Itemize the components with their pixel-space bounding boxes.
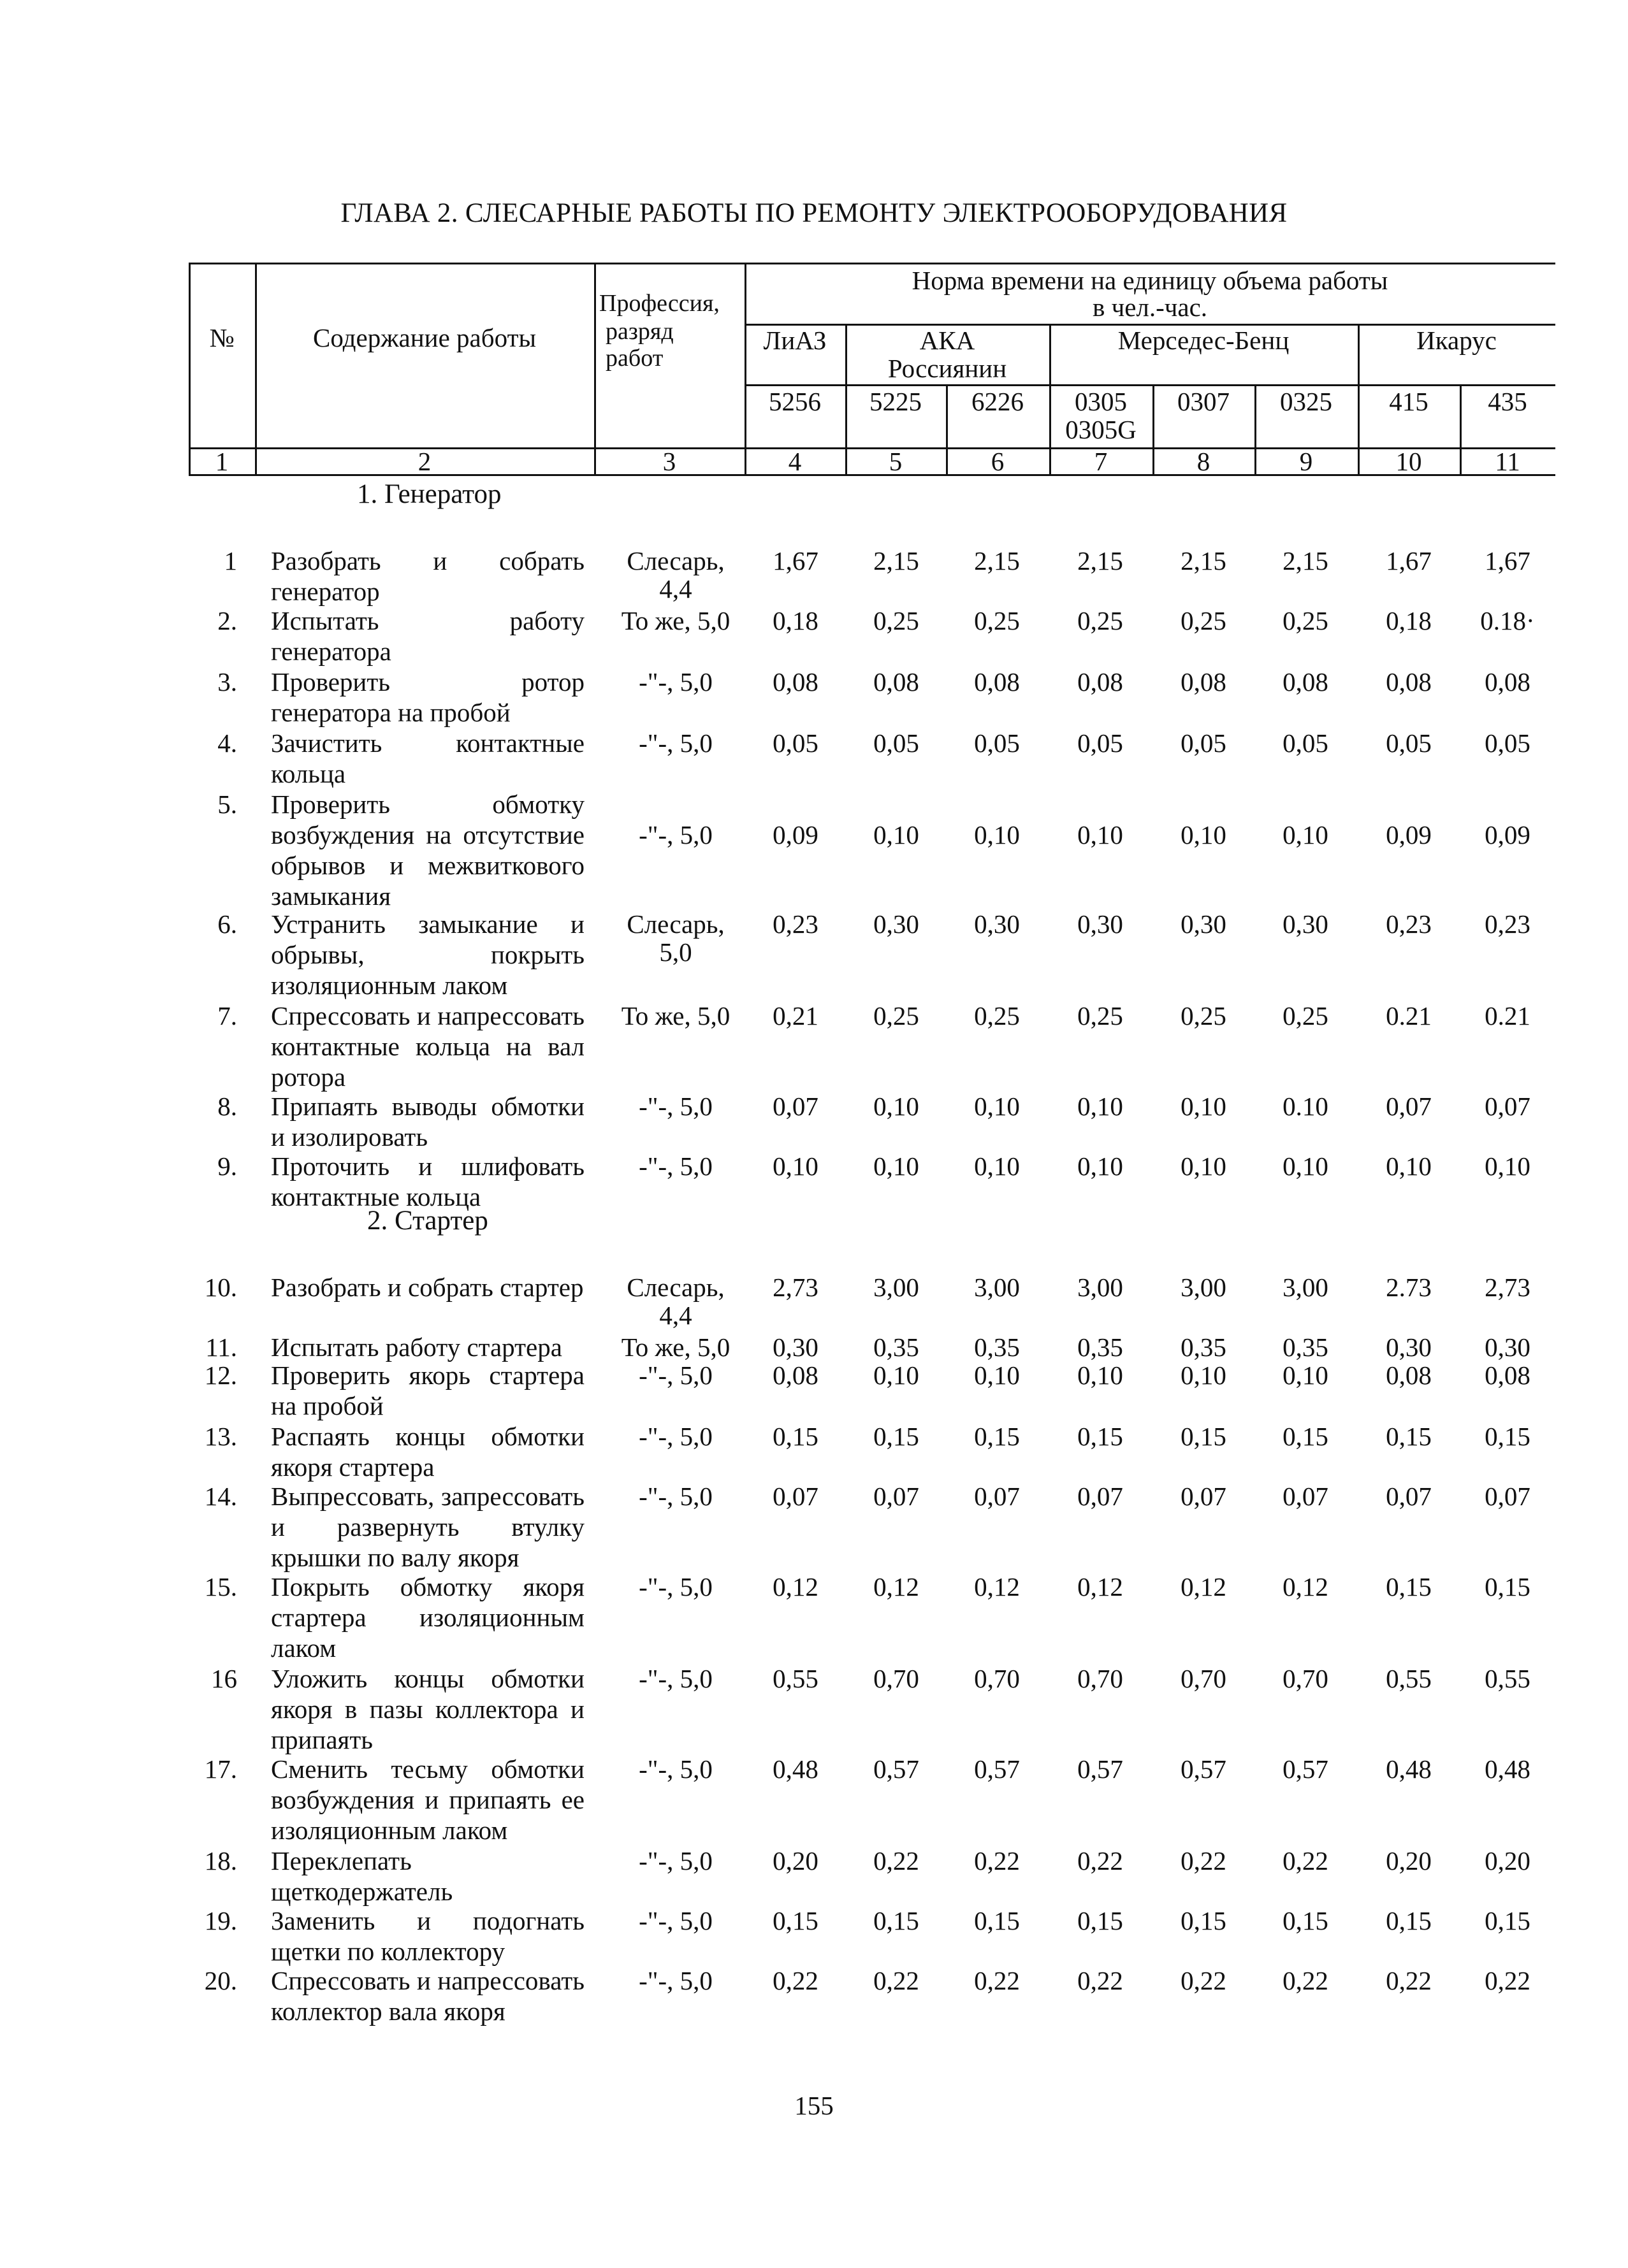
row-profession: 4,4	[659, 574, 692, 603]
header-model: 5225	[869, 387, 922, 416]
row-time-value: 0,12	[1181, 1572, 1226, 1601]
row-time-value: 0,10	[1077, 1361, 1123, 1390]
row-number: 7.	[217, 1001, 237, 1030]
row-time-value: 0,30	[1485, 1333, 1530, 1362]
row-work-description: Разобрать и собрать стартер	[271, 1273, 584, 1302]
row-time-value: 0,22	[974, 1966, 1020, 1995]
row-number: 12.	[204, 1361, 237, 1390]
col-number: 9	[1299, 447, 1313, 476]
col-number: 7	[1094, 447, 1108, 476]
header-prof-2: разряд	[606, 318, 674, 345]
page-number: 155	[794, 2091, 834, 2120]
row-profession: -"-, 5,0	[639, 1906, 713, 1935]
row-profession: -"-, 5,0	[639, 1846, 713, 1875]
row-time-value: 0,15	[773, 1422, 818, 1451]
row-time-value: 0,10	[974, 1092, 1020, 1121]
row-time-value: 0,07	[873, 1482, 919, 1511]
row-work-description: Проверить ротор генератора на пробой	[271, 667, 585, 727]
row-time-value: 0,20	[1386, 1846, 1432, 1875]
row-time-value: 0,25	[1181, 606, 1226, 635]
row-work-description: Распаять концы обмотки якоря стартера	[271, 1422, 585, 1482]
header-group-aka: АКА	[919, 326, 975, 355]
row-time-value: 0,07	[773, 1092, 818, 1121]
row-number: 5.	[217, 790, 237, 819]
header-group-merc: Мерседес-Бенц	[1117, 326, 1290, 355]
row-time-value: 0,15	[1485, 1906, 1530, 1935]
row-time-value: 0,23	[773, 909, 818, 939]
row-work-description: Устранить замыкание и обрывы, покрыть изоляционным лаком	[271, 909, 585, 1000]
row-work-description: Спрессовать и напрессовать контактные кольца на вал ротора	[271, 1001, 585, 1092]
row-time-value: 0,07	[1485, 1482, 1530, 1511]
row-time-value: 3,00	[974, 1273, 1020, 1302]
row-time-value: 0,05	[1077, 728, 1123, 758]
row-time-value: 0,12	[974, 1572, 1020, 1601]
row-time-value: 0,22	[1485, 1966, 1530, 1995]
row-time-value: 2,73	[1485, 1273, 1530, 1302]
row-time-value: 2,15	[873, 546, 919, 575]
section-title-starter: 2. Стартер	[367, 1206, 488, 1236]
row-time-value: 0,30	[1386, 1333, 1432, 1362]
row-time-value: 0.10	[1283, 1092, 1328, 1121]
row-time-value: 0.21	[1386, 1001, 1432, 1030]
row-profession: -"-, 5,0	[639, 1572, 713, 1601]
row-work-description: Покрыть обмотку якоря стартера изоляционным лаком	[271, 1572, 585, 1663]
row-work-description: Уложить концы обмотки якоря в пазы коллектора и припаять	[271, 1664, 585, 1754]
row-profession: -"-, 5,0	[639, 1361, 713, 1390]
row-work-description: Сменить тесьму обмотки возбуждения и припаять ее изоляционным лаком	[271, 1754, 585, 1845]
col-number: 2	[418, 447, 432, 476]
row-time-value: 0,10	[1181, 1092, 1226, 1121]
row-time-value: 0,57	[974, 1754, 1020, 1784]
col-number: 10	[1395, 447, 1422, 476]
row-time-value: 0,07	[1077, 1482, 1123, 1511]
row-time-value: 0,12	[1077, 1572, 1123, 1601]
row-work-description: Выпрессовать, запрессовать и развернуть втулку крышки по валу якоря	[271, 1482, 585, 1572]
row-time-value: 0,10	[773, 1152, 818, 1181]
row-time-value: 1,67	[1386, 546, 1432, 575]
col-number: 1	[215, 447, 229, 476]
row-time-value: 0,35	[873, 1333, 919, 1362]
row-time-value: 0,08	[1283, 667, 1328, 697]
row-profession: -"-, 5,0	[639, 1092, 713, 1121]
row-time-value: 0,08	[974, 667, 1020, 697]
header-model: 415	[1389, 387, 1428, 416]
row-time-value: 0,07	[1485, 1092, 1530, 1121]
row-time-value: 0,10	[873, 1361, 919, 1390]
row-time-value: 1,67	[1485, 546, 1530, 575]
row-time-value: 0,05	[1181, 728, 1226, 758]
row-time-value: 0,55	[1485, 1664, 1530, 1693]
row-time-value: 0,10	[1181, 1152, 1226, 1181]
row-profession: Слесарь,	[627, 546, 725, 575]
row-time-value: 0,25	[1077, 606, 1123, 635]
row-time-value: 0,07	[1386, 1482, 1432, 1511]
row-time-value: 0,08	[1181, 667, 1226, 697]
row-number: 16	[211, 1664, 237, 1693]
row-time-value: 0,25	[974, 606, 1020, 635]
row-time-value: 0,35	[1181, 1333, 1226, 1362]
row-time-value: 0,55	[1386, 1664, 1432, 1693]
row-profession: -"-, 5,0	[639, 1152, 713, 1181]
col-number: 4	[788, 447, 802, 476]
row-time-value: 0,20	[773, 1846, 818, 1875]
row-number: 17.	[204, 1754, 237, 1784]
row-time-value: 0,21	[773, 1001, 818, 1030]
row-time-value: 3,00	[1283, 1273, 1328, 1302]
row-time-value: 0,10	[873, 1152, 919, 1181]
row-work-description: Зачистить контактные кольца	[271, 728, 585, 788]
row-time-value: 0,08	[1386, 1361, 1432, 1390]
row-time-value: 0,15	[1485, 1422, 1530, 1451]
row-time-value: 2.73	[1386, 1273, 1432, 1302]
row-time-value: 0,05	[974, 728, 1020, 758]
row-time-value: 0,25	[1181, 1001, 1226, 1030]
row-time-value: 0,15	[873, 1906, 919, 1935]
row-time-value: 0,22	[873, 1966, 919, 1995]
row-time-value: 0,30	[1181, 909, 1226, 939]
row-time-value: 0,10	[1485, 1152, 1530, 1181]
row-time-value: 0,25	[1283, 1001, 1328, 1030]
row-number: 3.	[217, 667, 237, 697]
row-time-value: 0,30	[873, 909, 919, 939]
row-time-value: 0,12	[1283, 1572, 1328, 1601]
row-time-value: 0,25	[1283, 606, 1328, 635]
row-number: 15.	[204, 1572, 237, 1601]
row-number: 20.	[204, 1966, 237, 1995]
row-time-value: 0,30	[974, 909, 1020, 939]
header-group-liaz: ЛиАЗ	[763, 326, 827, 355]
row-time-value: 0,18	[1386, 606, 1432, 635]
row-time-value: 0,09	[773, 820, 818, 849]
row-work-description: Заменить и подогнать щетки по коллектору	[271, 1906, 585, 1966]
row-profession: 5,0	[659, 937, 692, 967]
row-time-value: 0,08	[873, 667, 919, 697]
row-time-value: 0,07	[1181, 1482, 1226, 1511]
row-time-value: 0,23	[1386, 909, 1432, 939]
row-time-value: 0,10	[974, 820, 1020, 849]
row-time-value: 0,22	[1077, 1846, 1123, 1875]
row-time-value: 0,08	[1077, 667, 1123, 697]
header-group-aka-2: Россиянин	[887, 354, 1007, 383]
row-profession: Слесарь,	[627, 1273, 725, 1302]
row-time-value: 0,10	[1386, 1152, 1432, 1181]
row-profession: То же, 5,0	[621, 1001, 730, 1030]
row-time-value: 0,48	[1485, 1754, 1530, 1784]
row-number: 18.	[204, 1846, 237, 1875]
row-work-description: Проточить и шлифовать контактные кольца	[271, 1152, 585, 1211]
row-time-value: 0,23	[1485, 909, 1530, 939]
row-profession: -"-, 5,0	[639, 667, 713, 697]
row-time-value: 0,22	[1181, 1846, 1226, 1875]
row-time-value: 0,15	[773, 1906, 818, 1935]
row-time-value: 0,10	[1283, 820, 1328, 849]
row-number: 10.	[204, 1273, 237, 1302]
row-time-value: 0,08	[1485, 667, 1530, 697]
row-number: 2.	[217, 606, 237, 635]
row-time-value: 3,00	[1077, 1273, 1123, 1302]
row-time-value: 0,70	[1283, 1664, 1328, 1693]
row-work-description: Разобрать и собрать генератор	[271, 546, 585, 606]
row-time-value: 3,00	[1181, 1273, 1226, 1302]
row-number: 19.	[204, 1906, 237, 1935]
row-time-value: 2,15	[1077, 546, 1123, 575]
header-content: Содержание работы	[312, 323, 537, 352]
row-work-description: Проверить обмотку возбуждения на отсутствие обрывов и межвиткового замыкания	[271, 790, 585, 911]
row-profession: То же, 5,0	[621, 606, 730, 635]
row-profession: Слесарь,	[627, 909, 725, 939]
row-time-value: 2,15	[1283, 546, 1328, 575]
row-time-value: 0,22	[873, 1846, 919, 1875]
row-profession: -"-, 5,0	[639, 1664, 713, 1693]
row-number: 4.	[217, 728, 237, 758]
row-time-value: 0,12	[773, 1572, 818, 1601]
header-prof-3: работ	[606, 345, 664, 372]
row-time-value: 0,35	[1077, 1333, 1123, 1362]
row-time-value: 0,10	[873, 820, 919, 849]
row-profession: -"-, 5,0	[639, 1754, 713, 1784]
row-time-value: 0,22	[773, 1966, 818, 1995]
row-time-value: 0,10	[1283, 1152, 1328, 1181]
header-model-extra: 0305G	[1065, 415, 1137, 444]
row-time-value: 0,15	[974, 1422, 1020, 1451]
row-work-description: Проверить якорь стартера на пробой	[271, 1361, 585, 1420]
header-model: 0305	[1075, 387, 1127, 416]
row-work-description: Испытать работу стартера	[271, 1333, 562, 1362]
row-time-value: 0,07	[974, 1482, 1020, 1511]
row-time-value: 0,22	[1181, 1966, 1226, 1995]
header-model: 435	[1488, 387, 1527, 416]
header-no: №	[209, 323, 235, 352]
col-number: 3	[662, 447, 676, 476]
row-time-value: 0,25	[974, 1001, 1020, 1030]
header-top-rule	[189, 263, 1555, 264]
chapter-title: ГЛАВА 2. СЛЕСАРНЫЕ РАБОТЫ ПО РЕМОНТУ ЭЛЕКТРООБОРУДОВАНИЯ	[340, 198, 1288, 228]
header-prof-1: Профессия,	[599, 290, 720, 317]
row-time-value: 0,15	[1181, 1906, 1226, 1935]
row-time-value: 0,20	[1485, 1846, 1530, 1875]
row-time-value: 0,35	[1283, 1333, 1328, 1362]
row-time-value: 0,05	[1283, 728, 1328, 758]
row-time-value: 0,22	[1283, 1966, 1328, 1995]
row-time-value: 0,08	[1386, 667, 1432, 697]
section-title-generator: 1. Генератор	[357, 479, 502, 509]
row-number: 13.	[204, 1422, 237, 1451]
row-time-value: 0,15	[1077, 1422, 1123, 1451]
col-number: 11	[1495, 447, 1520, 476]
row-time-value: 0,08	[1485, 1361, 1530, 1390]
row-time-value: 0,07	[1386, 1092, 1432, 1121]
row-time-value: 0,55	[773, 1664, 818, 1693]
row-time-value: 0,07	[1283, 1482, 1328, 1511]
row-time-value: 0,57	[1077, 1754, 1123, 1784]
row-time-value: 0,10	[1283, 1361, 1328, 1390]
row-time-value: 0,08	[773, 1361, 818, 1390]
header-vline	[189, 263, 191, 476]
row-time-value: 0.18·	[1480, 606, 1535, 635]
row-time-value: 0,05	[773, 728, 818, 758]
row-time-value: 0,30	[1283, 909, 1328, 939]
row-profession: -"-, 5,0	[639, 728, 713, 758]
row-time-value: 0,08	[773, 667, 818, 697]
row-time-value: 0,12	[873, 1572, 919, 1601]
row-profession: 4,4	[659, 1301, 692, 1330]
header-model: 6226	[971, 387, 1024, 416]
row-time-value: 3,00	[873, 1273, 919, 1302]
row-time-value: 0,22	[1386, 1966, 1432, 1995]
row-time-value: 0,15	[1386, 1572, 1432, 1601]
row-time-value: 0,30	[1077, 909, 1123, 939]
row-time-value: 0.21	[1485, 1001, 1530, 1030]
row-profession: -"-, 5,0	[639, 1422, 713, 1451]
row-work-description: Спрессовать и напрессовать коллектор вала якоря	[271, 1966, 585, 2026]
row-time-value: 0,70	[974, 1664, 1020, 1693]
header-norm-2: в чел.-час.	[1092, 293, 1208, 322]
row-time-value: 0,22	[1283, 1846, 1328, 1875]
row-time-value: 0,15	[873, 1422, 919, 1451]
row-time-value: 0,10	[873, 1092, 919, 1121]
row-time-value: 0,05	[1485, 728, 1530, 758]
row-time-value: 0,25	[873, 1001, 919, 1030]
header-norm-1: Норма времени на единицу объема работы	[912, 266, 1388, 295]
row-time-value: 2,15	[1181, 546, 1226, 575]
row-number: 8.	[217, 1092, 237, 1121]
row-number: 1	[224, 546, 237, 575]
row-time-value: 0,35	[974, 1333, 1020, 1362]
row-time-value: 0,48	[773, 1754, 818, 1784]
row-number: 14.	[204, 1482, 237, 1511]
row-time-value: 2,73	[773, 1273, 818, 1302]
row-number: 6.	[217, 909, 237, 939]
row-time-value: 0,22	[974, 1846, 1020, 1875]
row-time-value: 0,15	[1283, 1906, 1328, 1935]
row-time-value: 0,48	[1386, 1754, 1432, 1784]
row-time-value: 0,10	[974, 1361, 1020, 1390]
row-time-value: 0,15	[974, 1906, 1020, 1935]
row-work-description: Переклепать щеткодержатель	[271, 1846, 453, 1906]
row-time-value: 2,15	[974, 546, 1020, 575]
header-vline	[255, 263, 257, 476]
row-time-value: 0,18	[773, 606, 818, 635]
row-time-value: 0,30	[773, 1333, 818, 1362]
row-profession: То же, 5,0	[621, 1333, 730, 1362]
row-time-value: 0,05	[1386, 728, 1432, 758]
row-time-value: 0,70	[1077, 1664, 1123, 1693]
col-number: 5	[889, 447, 903, 476]
row-time-value: 0,15	[1485, 1572, 1530, 1601]
col-number: 8	[1196, 447, 1210, 476]
row-work-description: Припаять выводы обмотки и изолировать	[271, 1092, 585, 1152]
header-model: 0325	[1280, 387, 1332, 416]
row-time-value: 0,22	[1077, 1966, 1123, 1995]
row-time-value: 0,25	[1077, 1001, 1123, 1030]
row-time-value: 0,10	[1181, 1361, 1226, 1390]
row-number: 9.	[217, 1152, 237, 1181]
row-time-value: 0,10	[1077, 1152, 1123, 1181]
row-time-value: 0,10	[1077, 820, 1123, 849]
header-model: 5256	[769, 387, 821, 416]
header-model: 0307	[1177, 387, 1230, 416]
col-number: 6	[991, 447, 1005, 476]
row-time-value: 0,25	[873, 606, 919, 635]
row-time-value: 0,05	[873, 728, 919, 758]
row-time-value: 1,67	[773, 546, 818, 575]
row-profession: -"-, 5,0	[639, 1482, 713, 1511]
row-time-value: 0,10	[1181, 820, 1226, 849]
row-time-value: 0,70	[873, 1664, 919, 1693]
row-time-value: 0,15	[1283, 1422, 1328, 1451]
row-time-value: 0,10	[1077, 1092, 1123, 1121]
row-time-value: 0,15	[1386, 1906, 1432, 1935]
row-time-value: 0,57	[1181, 1754, 1226, 1784]
row-time-value: 0,57	[873, 1754, 919, 1784]
row-work-description: Испытать работу генератора	[271, 606, 585, 666]
row-time-value: 0,15	[1386, 1422, 1432, 1451]
row-number: 11.	[205, 1333, 237, 1362]
header-group-ikarus: Икарус	[1416, 326, 1497, 355]
row-time-value: 0,70	[1181, 1664, 1226, 1693]
row-time-value: 0,10	[974, 1152, 1020, 1181]
row-time-value: 0,09	[1386, 820, 1432, 849]
row-time-value: 0,09	[1485, 820, 1530, 849]
row-time-value: 0,15	[1077, 1906, 1123, 1935]
row-time-value: 0,57	[1283, 1754, 1328, 1784]
header-vline	[594, 263, 596, 476]
row-time-value: 0,15	[1181, 1422, 1226, 1451]
row-time-value: 0,07	[773, 1482, 818, 1511]
row-profession: -"-, 5,0	[639, 1966, 713, 1995]
row-profession: -"-, 5,0	[639, 820, 713, 849]
